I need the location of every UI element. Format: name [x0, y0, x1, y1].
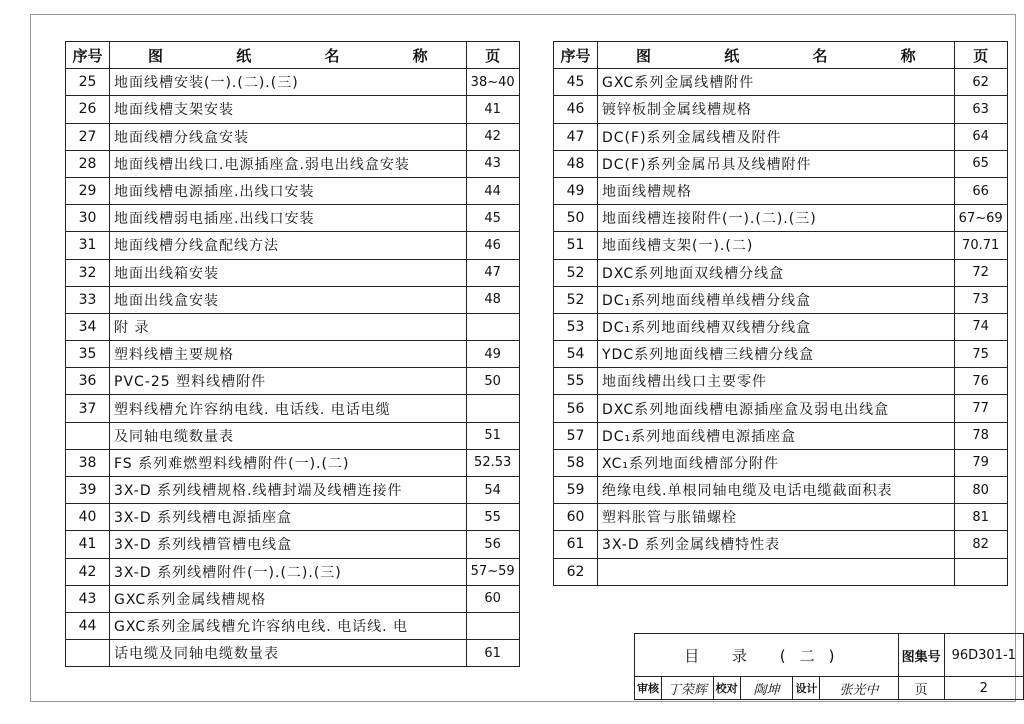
row-number: 52 [554, 259, 598, 286]
row-title [598, 558, 955, 585]
table-row [66, 341, 520, 368]
row-page: 50 [466, 368, 519, 395]
row-number: 55 [554, 368, 598, 395]
row-title: FS 系列难燃塑料线槽附件(一).(二) [110, 449, 467, 476]
row-page: 76 [954, 368, 1007, 395]
row-number: 62 [554, 558, 598, 585]
table-row [66, 205, 520, 232]
row-page: 44 [466, 177, 519, 204]
title-block [634, 633, 1024, 700]
review-label: 审核 [635, 677, 662, 700]
row-title: 话电缆及同轴电缆数量表 [110, 640, 467, 667]
table-row [66, 449, 520, 476]
row-page: 65 [954, 150, 1007, 177]
row-page: 48 [466, 286, 519, 313]
row-title: 地面线槽支架(一).(二) [598, 232, 955, 259]
row-title: DC₁系列地面线槽单线槽分线盒 [598, 286, 955, 313]
row-number: 36 [66, 368, 110, 395]
row-title: 镀锌板制金属线槽规格 [598, 96, 955, 123]
row-title: GXC系列金属线槽附件 [598, 69, 955, 96]
header-page: 页 [466, 42, 519, 69]
header-name: 图 纸 名 称 [598, 42, 955, 69]
row-title: 塑料线槽允许容纳电线. 电话线. 电话电缆 [110, 395, 467, 422]
table-row [554, 531, 1008, 558]
row-title: DXC系列地面线槽电源插座盒及弱电出线盒 [598, 395, 955, 422]
row-title: 地面线槽电源插座.出线口安装 [110, 177, 467, 204]
table-row [66, 286, 520, 313]
row-page [954, 558, 1007, 585]
review-signature: 丁荣辉 [662, 677, 714, 700]
row-page: 77 [954, 395, 1007, 422]
row-title: 3X-D 系列线槽规格.线槽封端及线槽连接件 [110, 477, 467, 504]
row-number: 28 [66, 150, 110, 177]
toc-table-left [65, 41, 520, 667]
row-page [466, 395, 519, 422]
table-row [554, 395, 1008, 422]
table-row [66, 69, 520, 96]
row-title: 地面线槽弱电插座.出线口安装 [110, 205, 467, 232]
row-page: 67~69 [954, 205, 1007, 232]
row-page: 54 [466, 477, 519, 504]
row-page: 57~59 [466, 558, 519, 585]
table-row [66, 531, 520, 558]
row-number: 43 [66, 585, 110, 612]
table-row [66, 150, 520, 177]
row-title: 塑料胀管与胀锚螺栓 [598, 504, 955, 531]
check-label: 校对 [713, 677, 740, 700]
row-title: 地面线槽规格 [598, 177, 955, 204]
row-number: 51 [554, 232, 598, 259]
row-page [466, 313, 519, 340]
row-number: 59 [554, 477, 598, 504]
row-number: 47 [554, 123, 598, 150]
row-page [466, 612, 519, 639]
row-title: 地面出线箱安装 [110, 259, 467, 286]
row-number: 29 [66, 177, 110, 204]
toc-header-row [554, 42, 1008, 69]
row-title: YDC系列地面线槽三线槽分线盒 [598, 341, 955, 368]
header-no: 序号 [66, 42, 110, 69]
row-title: 地面线槽出线口.电源插座盒.弱电出线盒安装 [110, 150, 467, 177]
row-number: 35 [66, 341, 110, 368]
row-number: 45 [554, 69, 598, 96]
row-page: 75 [954, 341, 1007, 368]
row-number: 30 [66, 205, 110, 232]
table-row [66, 259, 520, 286]
toc-header-row [66, 42, 520, 69]
row-page: 45 [466, 205, 519, 232]
row-title: 3X-D 系列线槽附件(一).(二).(三) [110, 558, 467, 585]
row-title: 塑料线槽主要规格 [110, 341, 467, 368]
row-title: GXC系列金属线槽允许容纳电线. 电话线. 电 [110, 612, 467, 639]
row-title: 及同轴电缆数量表 [110, 422, 467, 449]
row-title: 3X-D 系列金属线槽特性表 [598, 531, 955, 558]
row-page: 49 [466, 341, 519, 368]
row-number: 60 [554, 504, 598, 531]
row-number: 44 [66, 612, 110, 639]
table-row [66, 96, 520, 123]
row-number: 50 [554, 205, 598, 232]
row-page: 43 [466, 150, 519, 177]
row-page: 79 [954, 449, 1007, 476]
row-page: 47 [466, 259, 519, 286]
row-page: 62 [954, 69, 1007, 96]
row-page: 70.71 [954, 232, 1007, 259]
row-title: 附 录 [110, 313, 467, 340]
row-page: 38~40 [466, 69, 519, 96]
row-number: 25 [66, 69, 110, 96]
atlas-label: 图集号 [898, 634, 944, 677]
table-row [66, 612, 520, 639]
table-row [554, 232, 1008, 259]
table-row [554, 205, 1008, 232]
row-title: GXC系列金属线槽规格 [110, 585, 467, 612]
table-row [66, 422, 520, 449]
row-page: 61 [466, 640, 519, 667]
row-title: 地面线槽出线口主要零件 [598, 368, 955, 395]
row-page: 55 [466, 504, 519, 531]
page-label: 页 [898, 677, 944, 700]
table-row [554, 150, 1008, 177]
table-row [554, 477, 1008, 504]
table-row [66, 313, 520, 340]
row-number: 49 [554, 177, 598, 204]
table-row [66, 640, 520, 667]
row-number: 40 [66, 504, 110, 531]
row-number: 41 [66, 531, 110, 558]
table-row [554, 422, 1008, 449]
row-number: 52 [554, 286, 598, 313]
toc-table-right [553, 41, 1008, 586]
row-number: 39 [66, 477, 110, 504]
table-row [66, 123, 520, 150]
row-number: 38 [66, 449, 110, 476]
atlas-number: 96D301-1 [944, 634, 1023, 677]
table-row [554, 449, 1008, 476]
row-title: 地面线槽分线盒安装 [110, 123, 467, 150]
row-number: 26 [66, 96, 110, 123]
table-row [554, 123, 1008, 150]
row-title: 地面出线盒安装 [110, 286, 467, 313]
row-title: DC(F)系列金属吊具及线槽附件 [598, 150, 955, 177]
table-row [554, 558, 1008, 585]
row-number: 61 [554, 531, 598, 558]
table-row [554, 177, 1008, 204]
table-row [66, 177, 520, 204]
row-number [66, 422, 110, 449]
header-no: 序号 [554, 42, 598, 69]
row-page: 73 [954, 286, 1007, 313]
row-page: 74 [954, 313, 1007, 340]
row-title: 地面线槽支架安装 [110, 96, 467, 123]
row-title: DC(F)系列金属线槽及附件 [598, 123, 955, 150]
row-number: 37 [66, 395, 110, 422]
header-page: 页 [954, 42, 1007, 69]
row-number: 31 [66, 232, 110, 259]
row-number: 33 [66, 286, 110, 313]
header-name: 图 纸 名 称 [110, 42, 467, 69]
table-row [554, 69, 1008, 96]
row-title: 地面线槽分线盒配线方法 [110, 232, 467, 259]
row-page: 46 [466, 232, 519, 259]
row-number: 42 [66, 558, 110, 585]
row-page: 56 [466, 531, 519, 558]
table-row [554, 313, 1008, 340]
row-number: 27 [66, 123, 110, 150]
row-page: 64 [954, 123, 1007, 150]
row-page: 42 [466, 123, 519, 150]
row-page: 63 [954, 96, 1007, 123]
row-number: 46 [554, 96, 598, 123]
table-row [554, 368, 1008, 395]
table-row [66, 395, 520, 422]
row-number: 56 [554, 395, 598, 422]
table-row [66, 368, 520, 395]
table-row [554, 286, 1008, 313]
row-title: PVC-25 塑料线槽附件 [110, 368, 467, 395]
row-title: XC₁系列地面线槽部分附件 [598, 449, 955, 476]
table-row [66, 232, 520, 259]
row-number [66, 640, 110, 667]
row-title: 3X-D 系列线槽电源插座盒 [110, 504, 467, 531]
row-title: DC₁系列地面线槽电源插座盒 [598, 422, 955, 449]
table-row [554, 341, 1008, 368]
row-title: DC₁系列地面线槽双线槽分线盒 [598, 313, 955, 340]
row-title: 地面线槽连接附件(一).(二).(三) [598, 205, 955, 232]
row-page: 72 [954, 259, 1007, 286]
row-title: DXC系列地面双线槽分线盒 [598, 259, 955, 286]
row-number: 48 [554, 150, 598, 177]
row-number: 54 [554, 341, 598, 368]
row-number: 57 [554, 422, 598, 449]
row-page: 80 [954, 477, 1007, 504]
table-row [554, 96, 1008, 123]
table-row [66, 558, 520, 585]
row-page: 66 [954, 177, 1007, 204]
row-number: 32 [66, 259, 110, 286]
design-label: 设计 [793, 677, 820, 700]
row-title: 绝缘电线.单根同轴电缆及电话电缆截面积表 [598, 477, 955, 504]
row-number: 34 [66, 313, 110, 340]
row-page: 41 [466, 96, 519, 123]
table-row [66, 504, 520, 531]
drawing-title: 目 录 (二) [635, 634, 899, 677]
check-signature: 陶坤 [740, 677, 793, 700]
row-page: 60 [466, 585, 519, 612]
row-title: 3X-D 系列线槽管槽电线盒 [110, 531, 467, 558]
page-number: 2 [944, 677, 1023, 700]
row-number: 53 [554, 313, 598, 340]
table-row [554, 504, 1008, 531]
row-page: 52.53 [466, 449, 519, 476]
row-number: 58 [554, 449, 598, 476]
row-page: 51 [466, 422, 519, 449]
row-title: 地面线槽安装(一).(二).(三) [110, 69, 467, 96]
table-row [66, 477, 520, 504]
table-row [554, 259, 1008, 286]
design-signature: 张光中 [820, 677, 898, 700]
row-page: 78 [954, 422, 1007, 449]
row-page: 82 [954, 531, 1007, 558]
table-row [66, 585, 520, 612]
row-page: 81 [954, 504, 1007, 531]
